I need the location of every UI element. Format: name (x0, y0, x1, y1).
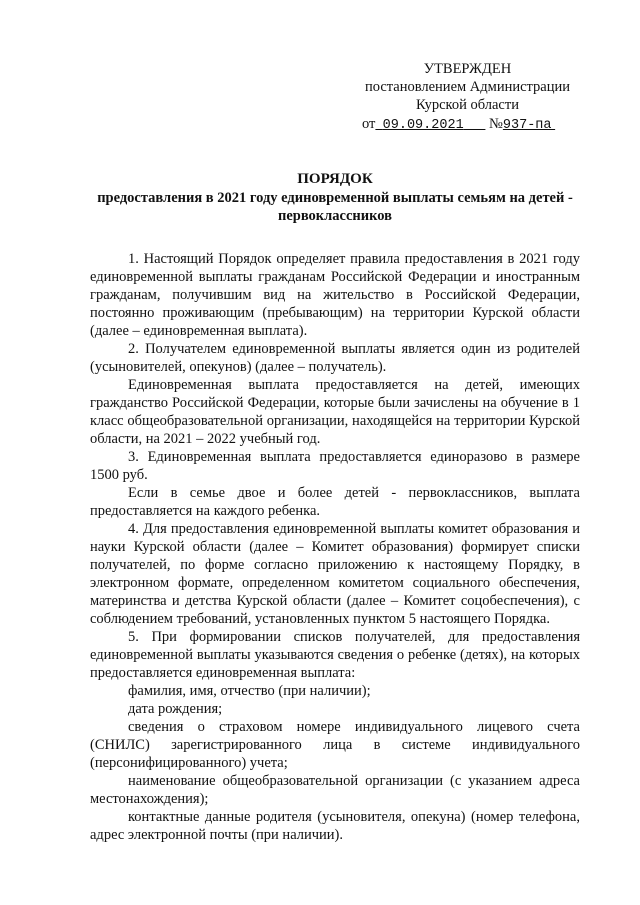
paragraph-3: Единовременная выплата предоставляется на детей, имеющих гражданство Российской Федерации, которые были зачислены на обучение в 1 класс общеобразовательной организации, находящейся на территории Курской области, на 2021 – 2022 учебный год. (90, 377, 580, 447)
list-item-birthdate: дата рождения; (128, 701, 223, 717)
paragraph-1: 1. Настоящий Порядок определяет правила предоставления в 2021 году единовременной выплаты гражданам Российской Федерации и иностранным гражданам, получившим вид на жительство в Российской Федерации, постоянно проживающим (пребывающим) на территории Курской области (далее – единовременная выплата). (90, 251, 580, 339)
paragraph-7: 5. При формировании списков получателей, для предоставления единовременной выплаты указываются сведения о ребенке (детях), на которых предоставляется единовременная выплата: (90, 629, 580, 681)
document-body (90, 250, 580, 844)
list-item-contacts: контактные данные родителя (усыновителя, опекуна) (номер телефона, адрес электронной почты (при наличии). (90, 809, 580, 843)
approval-date: 09.09.2021 (382, 118, 464, 133)
paragraph-6: 4. Для предоставления единовременной выплаты комитет образования и науки Курской области (далее – Комитет образования) формирует списки получателей, по форме согласно приложению к настоящему Порядку, в электронном формате, определенном комитетом социального обеспечения, материнства и детства Курской области (далее – Комитет соцобеспечения), с соблюдением требований, установленных пунктом 5 настоящего Порядка. (90, 521, 580, 627)
approval-date-line (355, 115, 580, 135)
list-item-school: наименование общеобразовательной организации (с указанием адреса местонахождения); (90, 773, 580, 807)
title-subtitle: предоставления в 2021 году единовременной выплаты семьям на детей - первоклассников (97, 190, 573, 224)
approval-issuer: постановлением Администрации (364, 79, 571, 95)
list-item-snils: сведения о страховом номере индивидуального лицевого счета (СНИЛС) зарегистрированного лица в системе индивидуального (персонифицированного) учета; (90, 719, 580, 771)
date-prefix: от (362, 116, 376, 132)
title-main: ПОРЯДОК (297, 171, 373, 187)
approval-heading: УТВЕРЖДЕН (423, 61, 512, 77)
document-title (90, 170, 580, 225)
list-item-name: фамилия, имя, отчество (при наличии); (128, 683, 371, 699)
paragraph-2: 2. Получателем единовременной выплаты является один из родителей (усыновителей, опекунов) (далее – получатель). (90, 341, 580, 375)
approval-block (355, 60, 580, 135)
approval-number: 937-па (502, 118, 552, 133)
number-prefix: № (489, 116, 503, 132)
approval-region: Курской области (416, 97, 519, 113)
paragraph-4: 3. Единовременная выплата предоставляется единоразово в размере 1500 руб. (90, 449, 580, 483)
paragraph-5: Если в семье двое и более детей - первоклассников, выплата предоставляется на каждого ребенка. (90, 485, 580, 519)
